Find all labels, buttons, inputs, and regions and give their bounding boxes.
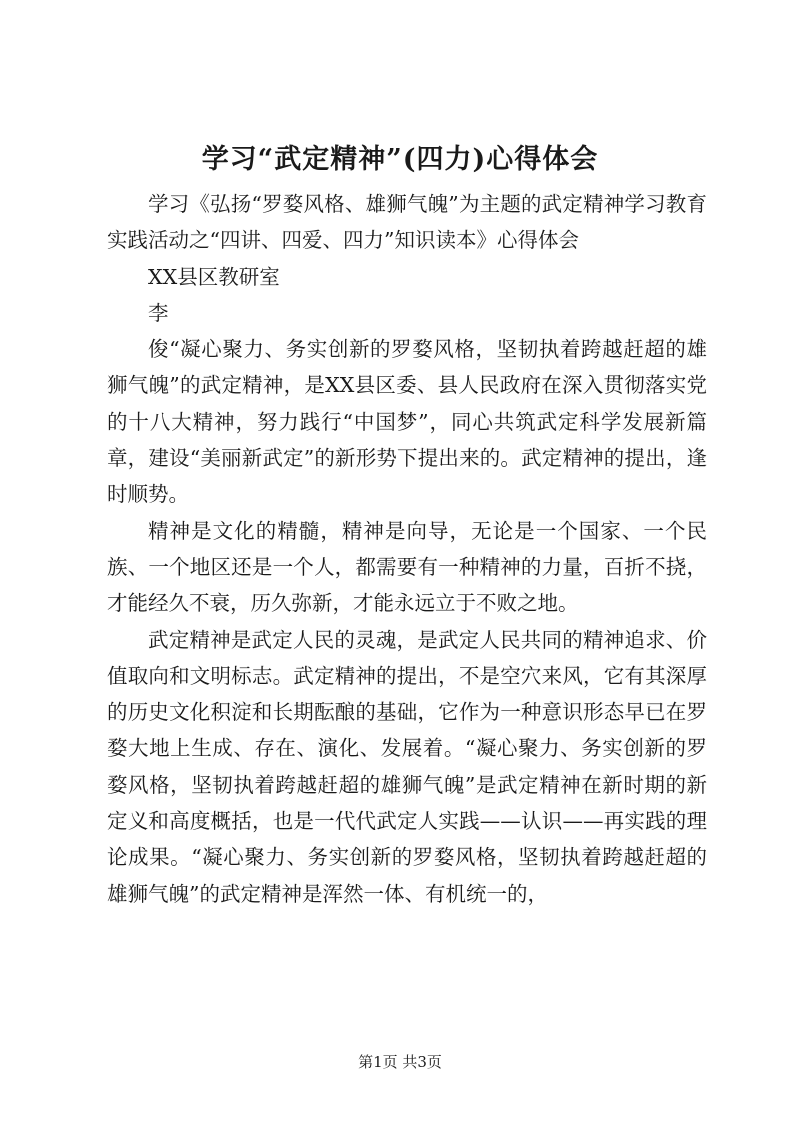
document-title: 学习“武定精神”(四力)心得体会 bbox=[201, 144, 599, 175]
paragraph-spirit: 精神是文化的精髓，精神是向导，无论是一个国家、一个民族、一个地区还是一个人，都需要有一种精神的力量，百折不挠，才能经久不衰，历久弥新，才能永远立于不败之地。 bbox=[107, 518, 707, 616]
paragraph-wuding-spirit: 武定精神是武定人民的灵魂，是武定人民共同的精神追求、价值取向和文明标志。武定精神的提出，不是空穴来风，它有其深厚的历史文化积淀和长期酝酿的基础，它作为一种意识形态早已在罗婺大地上生成、存在、演化、发展着。“凝心聚力、务实创新的罗婺风格，坚韧执着跨越赶超的雄狮气魄”是武定精神在新时期的新定义和高度概括，也是一代代武定人实践——认识——再实践的理论成果。“凝心聚力、务实创新的罗婺风格，坚韧执着跨越赶超的雄狮气魄”的武定精神是浑然一体、有机统一的， bbox=[107, 627, 707, 906]
paragraph-author: 李 bbox=[148, 300, 169, 325]
paragraph-subtitle: 学习《弘扬“罗婺风格、雄狮气魄”为主题的武定精神学习教育实践活动之“四讲、四爱、四力”知识读本》心得体会 bbox=[107, 192, 707, 253]
document-body bbox=[107, 186, 707, 912]
page-footer: 第1页 共3页 bbox=[358, 1053, 442, 1071]
paragraph-organization: XX县区教研室 bbox=[148, 264, 280, 289]
paragraph-intro: 俊“凝心聚力、务实创新的罗婺风格，坚韧执着跨越赶超的雄狮气魄”的武定精神，是XX县区委、县人民政府在深入贯彻落实党的十八大精神，努力践行“中国梦”，同心共筑武定科学发展新篇章，建设“美丽新武定”的新形势下提出来的。武定精神的提出，逢时顺势。 bbox=[107, 337, 707, 507]
